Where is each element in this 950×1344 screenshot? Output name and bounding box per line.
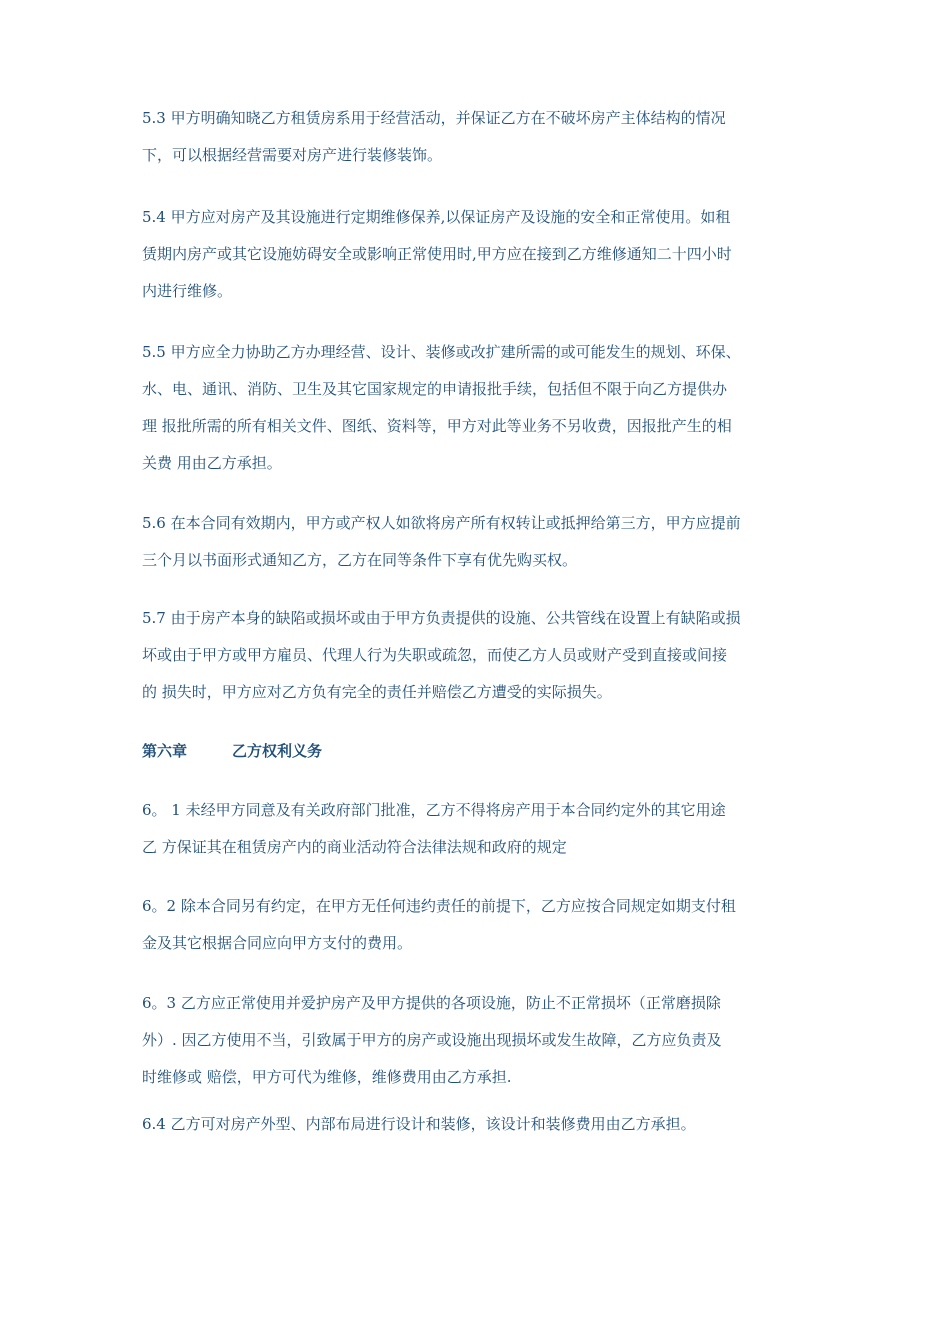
paragraph-line: 6。3 乙方应正常使用并爱护房产及甲方提供的各项设施，防止不正常损坏（正常磨损除 (142, 994, 721, 1012)
paragraph-line: 理 报批所需的所有相关文件、图纸、资料等，甲方对此等业务不另收费，因报批产生的相 (142, 417, 732, 435)
paragraph-5-6 (142, 505, 822, 579)
paragraph-line: 乙 方保证其在租赁房产内的商业活动符合法律法规和政府的规定 (142, 838, 567, 856)
paragraph-line: 的 损失时，甲方应对乙方负有完全的责任并赔偿乙方遭受的实际损失。 (142, 683, 612, 701)
paragraph-line: 6。 1 未经甲方同意及有关政府部门批准，乙方不得将房产用于本合同约定外的其它用途 (142, 801, 726, 819)
chapter-title: 乙方权利义务 (232, 742, 323, 760)
paragraph-5-7 (142, 600, 822, 711)
paragraph-line: 时维修或 赔偿，甲方可代为维修，维修费用由乙方承担. (142, 1068, 512, 1086)
paragraph-line: 三个月以书面形式通知乙方，乙方在同等条件下享有优先购买权。 (142, 551, 578, 569)
paragraph-line: 5.7 由于房产本身的缺陷或损坏或由于甲方负责提供的设施、公共管线在设置上有缺陷或损 (142, 609, 741, 627)
paragraph-line: 5.3 甲方明确知晓乙方租赁房系用于经营活动，并保证乙方在不破坏房产主体结构的情况 (142, 109, 726, 127)
paragraph-5-5 (142, 334, 822, 482)
paragraph-line: 5.5 甲方应全力协助乙方办理经营、设计、装修或改扩建所需的或可能发生的规划、环保、 (142, 343, 741, 361)
paragraph-5-3 (142, 100, 822, 174)
paragraph-line: 下，可以根据经营需要对房产进行装修装饰。 (142, 146, 443, 164)
paragraph-6-3 (142, 985, 822, 1096)
chapter-number: 第六章 (142, 742, 188, 760)
chapter-heading (142, 733, 322, 770)
paragraph-line: 5.6 在本合同有效期内，甲方或产权人如欲将房产所有权转让或抵押给第三方，甲方应提前 (142, 514, 741, 532)
paragraph-line: 内进行维修。 (142, 282, 233, 300)
paragraph-line: 金及其它根据合同应向甲方支付的费用。 (142, 934, 413, 952)
paragraph-5-4 (142, 199, 822, 310)
paragraph-line: 6。2 除本合同另有约定，在甲方无任何违约责任的前提下，乙方应按合同规定如期支付租 (142, 897, 736, 915)
paragraph-line: 赁期内房产或其它设施妨碍安全或影响正常使用时,甲方应在接到乙方维修通知二十四小时 (142, 245, 732, 263)
paragraph-line: 水、电、通讯、消防、卫生及其它国家规定的申请报批手续，包括但不限于向乙方提供办 (142, 380, 728, 398)
paragraph-line: 5.4 甲方应对房产及其设施进行定期维修保养,以保证房产及设施的安全和正常使用。如租 (142, 208, 731, 226)
paragraph-line: 外）. 因乙方使用不当，引致属于甲方的房产或设施出现损坏或发生故障，乙方应负责及 (142, 1031, 722, 1049)
paragraph-line: 坏或由于甲方或甲方雇员、代理人行为失职或疏忽，而使乙方人员或财产受到直接或间接 (142, 646, 728, 664)
paragraph-line: 关费 用由乙方承担。 (142, 454, 282, 472)
paragraph-6-2 (142, 888, 822, 962)
paragraph-6-4 (142, 1106, 822, 1143)
paragraph-line: 6.4 乙方可对房产外型、内部布局进行设计和装修，该设计和装修费用由乙方承担。 (142, 1115, 696, 1133)
paragraph-6-1 (142, 792, 822, 866)
